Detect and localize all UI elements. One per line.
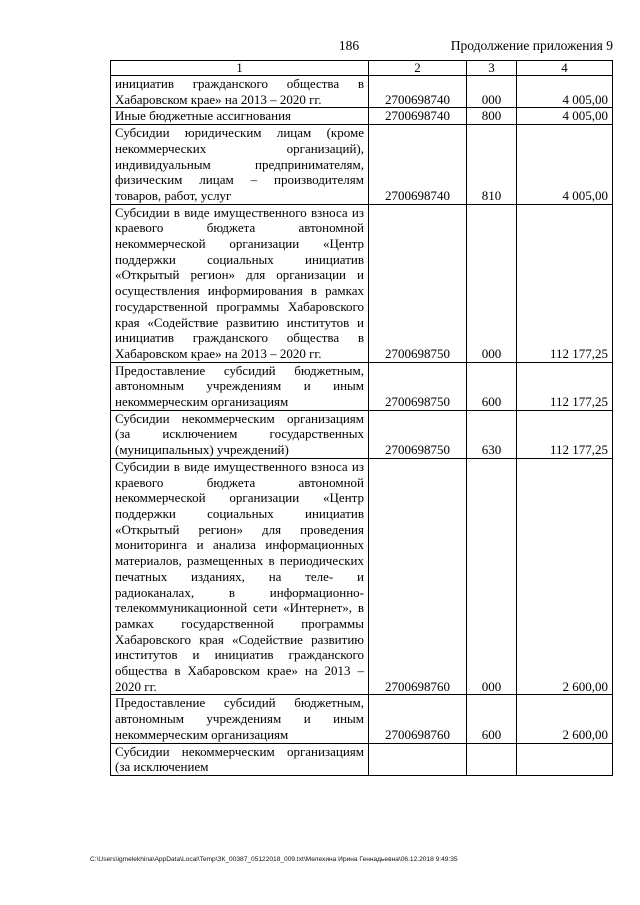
row-name-cell: Предоставление субсидий бюджетным, автономным учреждениям и иным некоммерческим организациям [111, 695, 369, 743]
table-row [111, 458, 613, 695]
table-row [111, 362, 613, 410]
row-type-cell: 630 [467, 410, 517, 458]
row-name-cell: Субсидии в виде имущественного взноса из краевого бюджета автономной некоммерческой организации «Центр поддержки социальных инициатив «Открытый регион» для организации и осуществления информирования в рамках государственной программы Хабаровского края «Содействие развитию институтов и инициатив гражданского общества в Хабаровском крае» на 2013 – 2020 гг. [111, 204, 369, 362]
table-row [111, 410, 613, 458]
row-code-cell: 2700698760 [369, 458, 467, 695]
row-name-cell: Иные бюджетные ассигнования [111, 108, 369, 125]
row-name-cell: Субсидии в виде имущественного взноса из краевого бюджета автономной некоммерческой организации «Центр поддержки социальных инициатив «Открытый регион» для проведения мониторинга и анализа информационных материалов, размещенных в периодических печатных изданиях, на теле- и радиоканалах, в информационно-телекоммуникационной сети «Интернет», в рамках государственной программы Хабаровского края «Содействие развитию институтов и инициатив гражданского общества в Хабаровском крае» на 2013 – 2020 гг. [111, 458, 369, 695]
row-code-cell [369, 743, 467, 775]
row-amount-cell [517, 743, 613, 775]
row-code-cell: 2700698750 [369, 362, 467, 410]
row-name-cell: Субсидии юридическим лицам (кроме некоммерческих организаций), индивидуальным предпринимателям, физическим лицам – производителям товаров, работ, услуг [111, 125, 369, 205]
table-row [111, 204, 613, 362]
table-row [111, 743, 613, 775]
table-row [111, 125, 613, 205]
row-name-cell: Предоставление субсидий бюджетным, автономным учреждениям и иным некоммерческим организациям [111, 362, 369, 410]
row-type-cell: 000 [467, 204, 517, 362]
appendix-caption: Продолжение приложения 9 [450, 38, 613, 53]
row-type-cell: 810 [467, 125, 517, 205]
row-code-cell: 2700698750 [369, 204, 467, 362]
row-type-cell: 000 [467, 76, 517, 108]
table-row [111, 695, 613, 743]
row-amount-cell: 112 177,25 [517, 204, 613, 362]
row-name-cell: инициатив гражданского общества в Хабаровском крае» на 2013 – 2020 гг. [111, 76, 369, 108]
budget-table [110, 60, 613, 776]
footer-file-path: C:\Users\igmelekhina\AppData\Local\Temp\ЗК_00387_05122018_009.txt\Мелехина Ирина Геннадьевна\06.12.2018 9:49:35 [90, 856, 458, 863]
table-header-row [111, 61, 613, 76]
row-amount-cell: 2 600,00 [517, 458, 613, 695]
row-amount-cell: 4 005,00 [517, 108, 613, 125]
row-code-cell: 2700698740 [369, 125, 467, 205]
row-code-cell: 2700698740 [369, 76, 467, 108]
row-amount-cell: 4 005,00 [517, 76, 613, 108]
column-header: 3 [467, 61, 517, 76]
row-code-cell: 2700698740 [369, 108, 467, 125]
column-header: 1 [111, 61, 369, 76]
row-amount-cell: 4 005,00 [517, 125, 613, 205]
table-row [111, 76, 613, 108]
row-type-cell: 800 [467, 108, 517, 125]
row-type-cell: 600 [467, 362, 517, 410]
row-type-cell [467, 743, 517, 775]
row-type-cell: 000 [467, 458, 517, 695]
row-amount-cell: 2 600,00 [517, 695, 613, 743]
column-header: 4 [517, 61, 613, 76]
budget-table-body [111, 61, 613, 776]
row-code-cell: 2700698750 [369, 410, 467, 458]
row-type-cell: 600 [467, 695, 517, 743]
row-name-cell: Субсидии некоммерческим организациям (за исключением [111, 743, 369, 775]
column-header: 2 [369, 61, 467, 76]
row-code-cell: 2700698760 [369, 695, 467, 743]
row-amount-cell: 112 177,25 [517, 362, 613, 410]
row-name-cell: Субсидии некоммерческим организациям (за исключением государственных (муниципальных) учреждений) [111, 410, 369, 458]
page-number: 186 [338, 38, 360, 53]
row-amount-cell: 112 177,25 [517, 410, 613, 458]
table-row [111, 108, 613, 125]
